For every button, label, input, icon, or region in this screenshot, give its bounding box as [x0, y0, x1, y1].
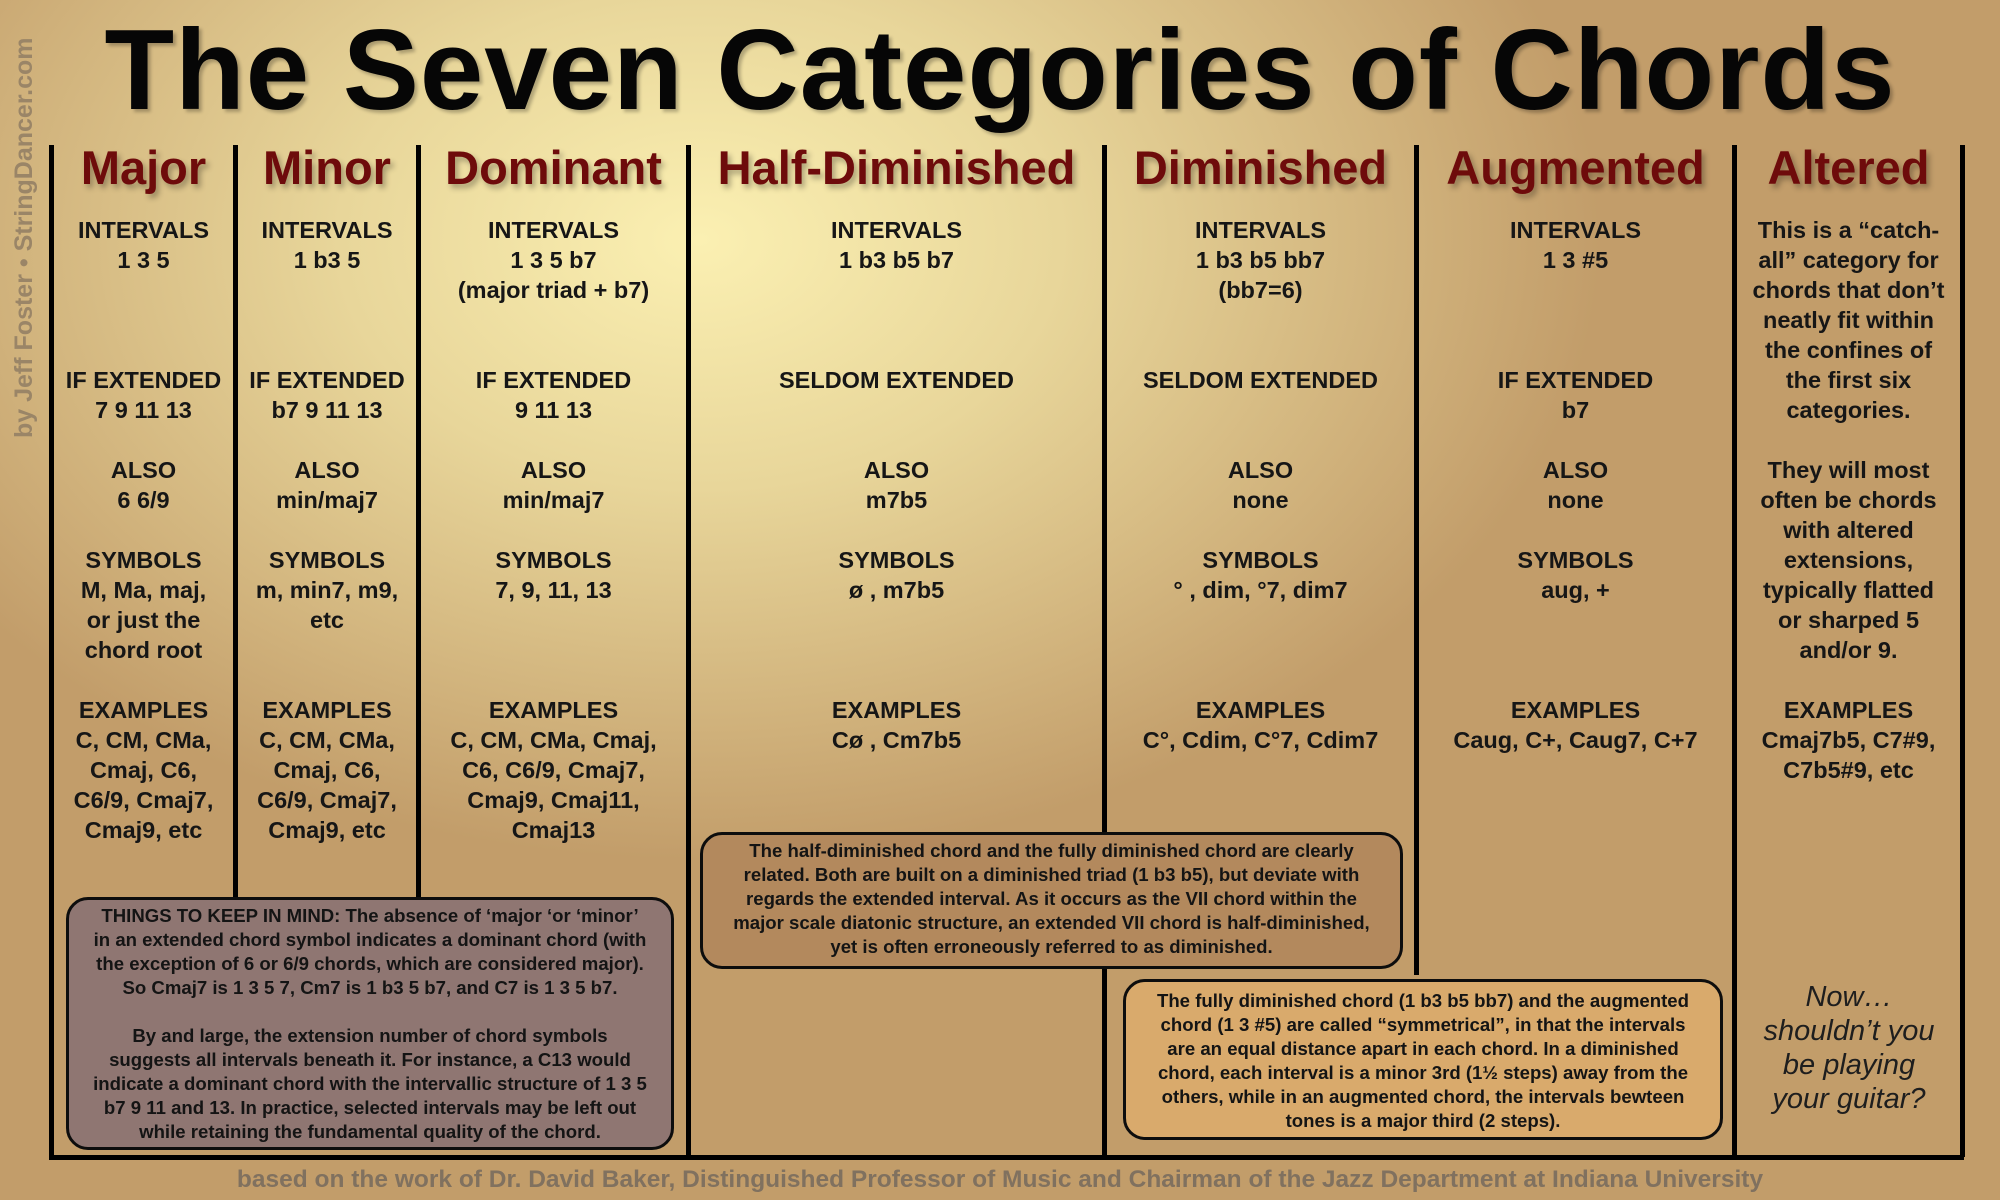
closing-remark: Now… shouldn’t you be playing your guitar? — [1763, 981, 1935, 1115]
column-diminished — [1107, 140, 1414, 755]
column-major — [54, 140, 233, 845]
column-title: Altered — [1767, 141, 1930, 194]
column-body: INTERVALS 1 b3 b5 b7 SELDOM EXTENDED ALSO m7b5 SYMBOLS ø , m7b5 EXAMPLES Cø , Cm7b5 — [778, 217, 1015, 753]
column-body: INTERVALS 1 3 5 b7 (major triad + b7) IF EXTENDED 9 11 13 ALSO min/maj7 SYMBOLS 7, 9, 11, 13 EXAMPLES C, CM, CMa, Cmaj, C6, C6/9, Cmaj7, Cmaj9, Cmaj11, Cmaj13 — [450, 217, 657, 843]
column-body: INTERVALS 1 b3 5 IF EXTENDED b7 9 11 13 ALSO min/maj7 SYMBOLS m, min7, m9, etc EXAMPLES C, CM, CMa, Cmaj, C6, C6/9, Cmaj7, Cmaj9, etc — [249, 217, 405, 843]
column-body: INTERVALS 1 3 5 IF EXTENDED 7 9 11 13 ALSO 6 6/9 SYMBOLS M, Ma, maj, or just the chord root EXAMPLES C, CM, CMa, Cmaj, C6, C6/9, Cmaj7, Cmaj9, etc — [65, 217, 222, 843]
page-title: The Seven Categories of Chords — [104, 7, 1896, 134]
column-body: INTERVALS 1 3 #5 IF EXTENDED b7 ALSO none SYMBOLS aug, + EXAMPLES Caug, C+, Caug7, C+7 — [1453, 217, 1698, 753]
column-altered — [1737, 140, 1960, 785]
column-title: Half-Diminished — [717, 141, 1076, 194]
column-title: Minor — [263, 141, 391, 194]
column-dominant — [421, 140, 686, 845]
column-body: This is a “catch- all” category for chords that don’t neatly fit within the confines of the first six categories. They will most often be chords with altered extensions, typically flatted or sharped 5 and/or 9. EXAMPLES Cmaj7b5, C7#9, C7b5#9, etc — [1752, 217, 1945, 783]
column-title: Major — [80, 141, 207, 194]
column-body: INTERVALS 1 b3 b5 bb7 (bb7=6) SELDOM EXTENDED ALSO none SYMBOLS ° , dim, °7, dim7 EXAMPLES C°, Cdim, C°7, Cdim7 — [1142, 217, 1379, 753]
half-diminished-note: The half-diminished chord and the fully diminished chord are clearly related. Both are built on a diminished triad (1 b3 b5), but deviate with regards the extended interval. As it occurs as the VII chord within the major scale diatonic structure, an extended VII chord is half-diminished, yet is often erroneously referred to as diminished. — [700, 832, 1403, 969]
column-title: Dominant — [445, 141, 662, 194]
column-title: Augmented — [1446, 141, 1705, 194]
bottom-border — [49, 1155, 1964, 1160]
column-half-diminished — [691, 140, 1102, 755]
footer-credit: based on the work of Dr. David Baker, Distinguished Professor of Music and Chairman of the Jazz Department at Indiana University — [236, 1166, 1764, 1193]
column-minor — [238, 140, 416, 845]
keep-in-mind-note: THINGS TO KEEP IN MIND: The absence of ‘major ‘or ‘minor’ in an extended chord symbol indicates a dominant chord (with the exception of 6 or 6/9 chords, which are considered major). So Cmaj7 is 1 3 5 7, Cm7 is 1 b3 5 b7, and C7 is 1 3 5 b7. By and large, the extension number of chord symbols suggests all intervals beneath it. For instance, a C13 would indicate a dominant chord with the intervallic structure of 1 3 5 b7 9 11 and 13. In practice, selected intervals may be left out while retaining the fundamental quality of the chord. — [66, 897, 674, 1150]
divider-right-border — [1960, 145, 1965, 1157]
side-credit-text: by Jeff Foster • StringDancer.com — [10, 37, 38, 438]
symmetrical-note: The fully diminished chord (1 b3 b5 bb7) and the augmented chord (1 3 #5) are called “symmetrical”, in that the intervals are an equal distance apart in each chord. In a diminished chord, each interval is a minor 3rd (1½ steps) away from the others, while in an augmented chord, the intervals bewteen tones is a major third (2 steps). — [1123, 979, 1723, 1140]
column-augmented — [1419, 140, 1732, 755]
column-title: Diminished — [1133, 141, 1388, 194]
